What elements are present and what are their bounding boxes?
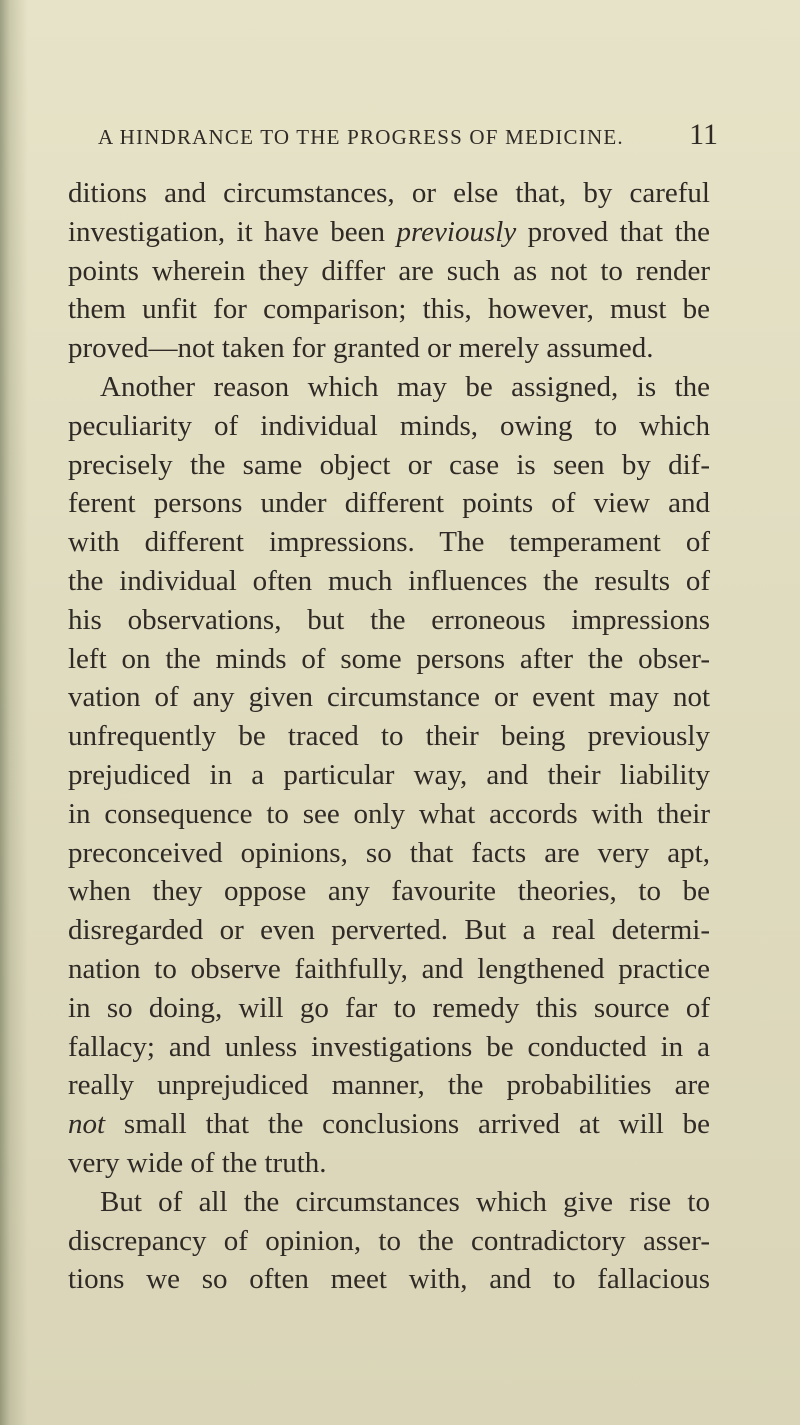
text-line-19: when they oppose any favourite theories, to be [68,875,710,908]
text-line-28: discrepancy of opinion, to the contradictory asser- [68,1224,710,1257]
text-line-17: in consequence to see only what accords with their [68,797,710,830]
text-line-4: them unfit for comparison; this, however, must be [68,293,710,326]
text-line-25: not small that the conclusions arrived at will be [68,1108,710,1141]
emphasis-previously: previously [396,215,517,248]
text-line-8: precisely the same object or case is seen by dif- [68,448,710,481]
text-line-18: preconceived opinions, so that facts are very apt, [68,836,710,869]
text-line-26: very wide of the truth. [68,1146,327,1179]
text-line-13: left on the minds of some persons after the obser- [68,642,710,675]
text-line-23: fallacy; and unless investigations be conducted in a [68,1030,710,1063]
text-line-6: Another reason which may be assigned, is the [100,370,710,403]
text-line-10: with different impressions. The temperament of [68,526,710,559]
text-line-3: points wherein they differ are such as not to render [68,254,710,287]
text-line-7: peculiarity of individual minds, owing to which [68,409,710,442]
text-line-9: ferent persons under different points of view and [68,487,710,520]
text-line-15: unfrequently be traced to their being previously [68,720,710,753]
text-line-24: really unprejudiced manner, the probabilities are [68,1069,710,1102]
text-line-21: nation to observe faithfully, and lengthened practice [68,952,710,985]
running-head [98,120,718,150]
text-line-27: But of all the circumstances which give rise to [100,1185,710,1218]
text-line-1: ditions and circumstances, or else that, by careful [68,177,710,209]
text-line-20: disregarded or even perverted. But a real determi- [68,914,710,947]
text-line-11: the individual often much influences the results of [68,564,710,597]
running-title: A HINDRANCE TO THE PROGRESS OF MEDICINE. [98,125,624,149]
text-line-2: investigation, it have been previously proved that the [68,215,710,248]
text-line-14: vation of any given circumstance or event may not [68,681,710,714]
text-line-12: his observations, but the erroneous impressions [68,603,710,636]
page-number: 11 [689,118,718,151]
text-line-29: tions we so often meet with, and to fallacious [68,1263,710,1296]
text-line-5: proved—not taken for granted or merely assumed. [68,332,654,365]
text-line-16: prejudiced in a particular way, and their liability [68,758,710,791]
emphasis-not: not [68,1108,106,1141]
text-line-22: in so doing, will go far to remedy this source of [68,991,710,1024]
body-text [68,174,710,1299]
